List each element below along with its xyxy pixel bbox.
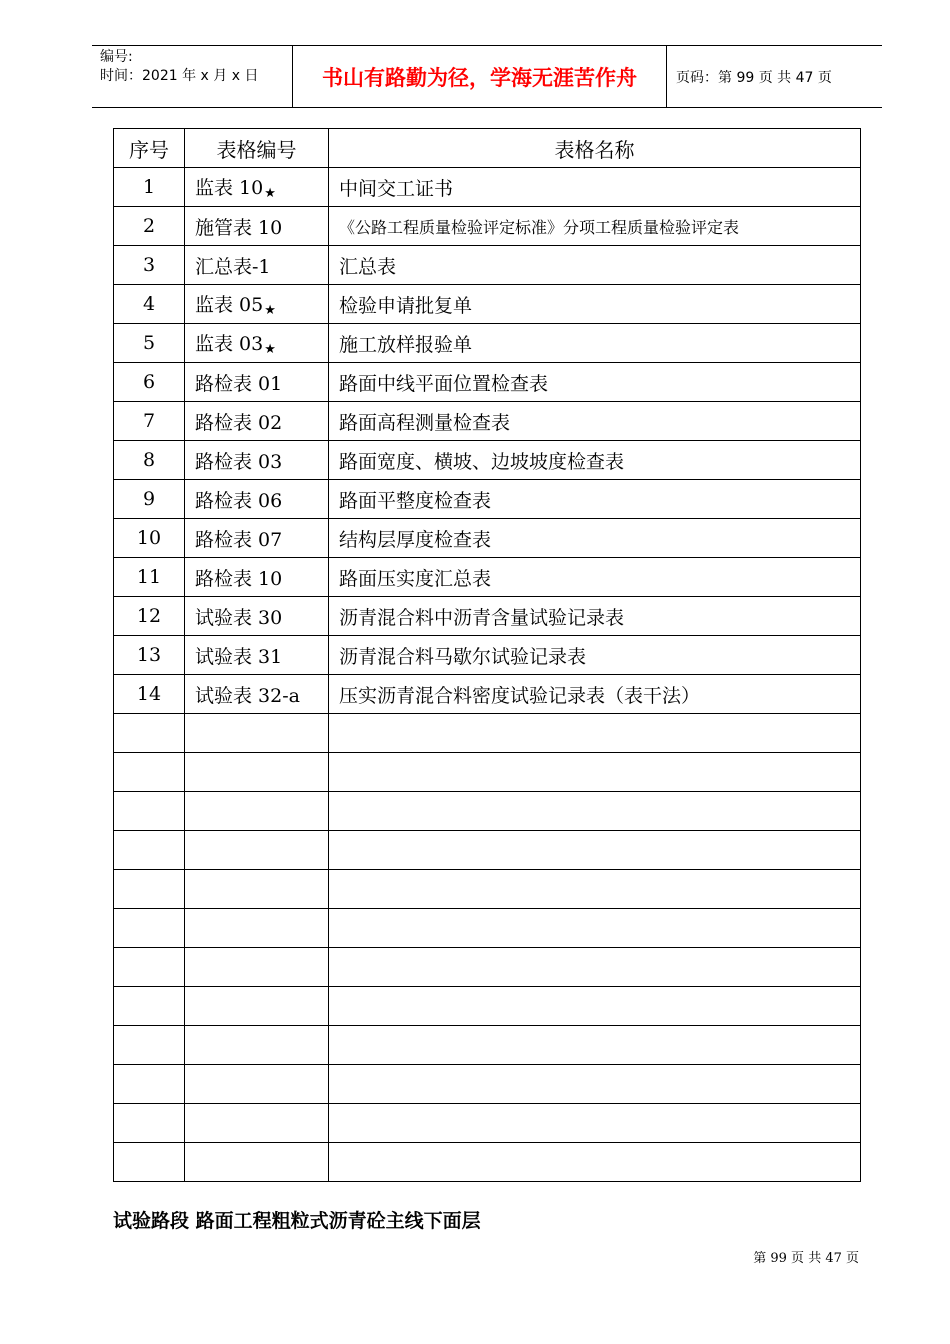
header-meta	[92, 46, 292, 107]
table-body	[114, 168, 861, 1182]
empty-cell	[329, 792, 861, 831]
empty-cell	[329, 987, 861, 1026]
empty-cell	[329, 714, 861, 753]
form-name: 沥青混合料马歇尔试验记录表	[329, 636, 861, 675]
row-number: 5	[114, 324, 185, 363]
header-motto: 书山有路勤为径，学海无涯苦作舟	[292, 46, 667, 107]
row-number: 13	[114, 636, 185, 675]
form-code	[185, 636, 329, 675]
empty-cell	[329, 870, 861, 909]
empty-cell	[185, 831, 329, 870]
form-code	[185, 246, 329, 285]
form-code	[185, 168, 329, 207]
row-number: 7	[114, 402, 185, 441]
empty-cell	[114, 1143, 185, 1182]
form-code	[185, 363, 329, 402]
form-index-table	[113, 128, 861, 1182]
empty-cell	[185, 792, 329, 831]
form-name: 结构层厚度检查表	[329, 519, 861, 558]
row-number: 3	[114, 246, 185, 285]
form-code	[185, 519, 329, 558]
row-number: 12	[114, 597, 185, 636]
empty-cell	[185, 1026, 329, 1065]
table-row	[114, 675, 861, 714]
empty-cell	[185, 1104, 329, 1143]
empty-cell	[185, 870, 329, 909]
form-code	[185, 207, 329, 246]
empty-row	[114, 753, 861, 792]
table-row	[114, 363, 861, 402]
serial-label: 编号:	[100, 49, 133, 65]
row-number: 11	[114, 558, 185, 597]
form-code	[185, 441, 329, 480]
star-icon: ★	[264, 342, 276, 357]
empty-cell	[185, 714, 329, 753]
table-row	[114, 636, 861, 675]
form-name: 中间交工证书	[329, 168, 861, 207]
form-name: 《公路工程质量检验评定标准》分项工程质量检验评定表	[329, 207, 861, 246]
form-code-text: 路检表 01	[195, 372, 283, 395]
empty-cell	[114, 1065, 185, 1104]
empty-cell	[329, 753, 861, 792]
table-row	[114, 207, 861, 246]
form-code	[185, 597, 329, 636]
form-name: 路面宽度、横坡、边坡坡度检查表	[329, 441, 861, 480]
row-number: 4	[114, 285, 185, 324]
table-row	[114, 480, 861, 519]
form-code-text: 路检表 07	[195, 528, 283, 551]
header-name: 表格名称	[329, 129, 861, 168]
form-name: 路面中线平面位置检查表	[329, 363, 861, 402]
empty-cell	[329, 909, 861, 948]
row-number: 8	[114, 441, 185, 480]
form-name: 检验申请批复单	[329, 285, 861, 324]
header-page-info: 页码：第 99 页 共 47 页	[676, 69, 832, 86]
empty-cell	[114, 987, 185, 1026]
section-title: 试验路段 路面工程粗粒式沥青砼主线下面层	[113, 1210, 481, 1232]
table-row	[114, 285, 861, 324]
form-code-text: 试验表 30	[195, 606, 283, 629]
empty-cell	[329, 1104, 861, 1143]
row-number: 1	[114, 168, 185, 207]
empty-cell	[185, 753, 329, 792]
empty-row	[114, 792, 861, 831]
footer-page-info: 第 99 页 共 47 页	[753, 1251, 859, 1266]
empty-cell	[114, 753, 185, 792]
row-number: 14	[114, 675, 185, 714]
form-code-text: 监表 10	[195, 177, 264, 199]
form-code-text: 路检表 02	[195, 411, 283, 434]
empty-cell	[114, 714, 185, 753]
form-code-text: 汇总表-1	[195, 255, 271, 278]
form-code	[185, 480, 329, 519]
empty-row	[114, 831, 861, 870]
row-number: 10	[114, 519, 185, 558]
empty-cell	[185, 909, 329, 948]
empty-row	[114, 1104, 861, 1143]
form-name: 沥青混合料中沥青含量试验记录表	[329, 597, 861, 636]
form-code	[185, 558, 329, 597]
empty-row	[114, 1026, 861, 1065]
form-code-text: 监表 03	[195, 333, 264, 355]
star-icon: ★	[264, 186, 276, 201]
empty-row	[114, 1143, 861, 1182]
empty-row	[114, 870, 861, 909]
empty-cell	[114, 1026, 185, 1065]
page-header	[92, 45, 882, 108]
empty-row	[114, 948, 861, 987]
empty-cell	[329, 1143, 861, 1182]
table-row	[114, 558, 861, 597]
form-code-text: 路检表 10	[195, 567, 283, 590]
empty-cell	[114, 870, 185, 909]
form-code-text: 监表 05	[195, 294, 264, 316]
time-label: 时间：2021 年 x 月 x 日	[100, 68, 259, 84]
form-code-text: 试验表 31	[195, 645, 283, 668]
empty-row	[114, 714, 861, 753]
form-name: 施工放样报验单	[329, 324, 861, 363]
form-code-text: 施管表 10	[195, 216, 283, 239]
form-code	[185, 675, 329, 714]
form-name: 路面平整度检查表	[329, 480, 861, 519]
form-name: 路面压实度汇总表	[329, 558, 861, 597]
empty-cell	[185, 987, 329, 1026]
empty-cell	[114, 792, 185, 831]
form-name: 压实沥青混合料密度试验记录表（表干法）	[329, 675, 861, 714]
empty-row	[114, 1065, 861, 1104]
empty-cell	[185, 1065, 329, 1104]
empty-cell	[185, 1143, 329, 1182]
form-code-text: 路检表 06	[195, 489, 283, 512]
table-header-row	[114, 129, 861, 168]
empty-cell	[114, 948, 185, 987]
empty-cell	[185, 948, 329, 987]
empty-cell	[114, 1104, 185, 1143]
star-icon: ★	[264, 303, 276, 318]
empty-row	[114, 987, 861, 1026]
empty-cell	[329, 1026, 861, 1065]
row-number: 2	[114, 207, 185, 246]
form-code-text: 路检表 03	[195, 450, 283, 473]
table-row	[114, 168, 861, 207]
table-row	[114, 324, 861, 363]
table-row	[114, 402, 861, 441]
form-code	[185, 285, 329, 324]
form-code-text: 试验表 32-a	[195, 684, 300, 707]
table-row	[114, 441, 861, 480]
form-code	[185, 402, 329, 441]
empty-row	[114, 909, 861, 948]
table-row	[114, 246, 861, 285]
table-row	[114, 519, 861, 558]
form-name: 路面高程测量检查表	[329, 402, 861, 441]
empty-cell	[114, 831, 185, 870]
table-row	[114, 597, 861, 636]
empty-cell	[329, 948, 861, 987]
empty-cell	[114, 909, 185, 948]
form-name: 汇总表	[329, 246, 861, 285]
empty-cell	[329, 831, 861, 870]
row-number: 9	[114, 480, 185, 519]
form-code	[185, 324, 329, 363]
header-no: 序号	[114, 129, 185, 168]
empty-cell	[329, 1065, 861, 1104]
header-code: 表格编号	[185, 129, 329, 168]
row-number: 6	[114, 363, 185, 402]
